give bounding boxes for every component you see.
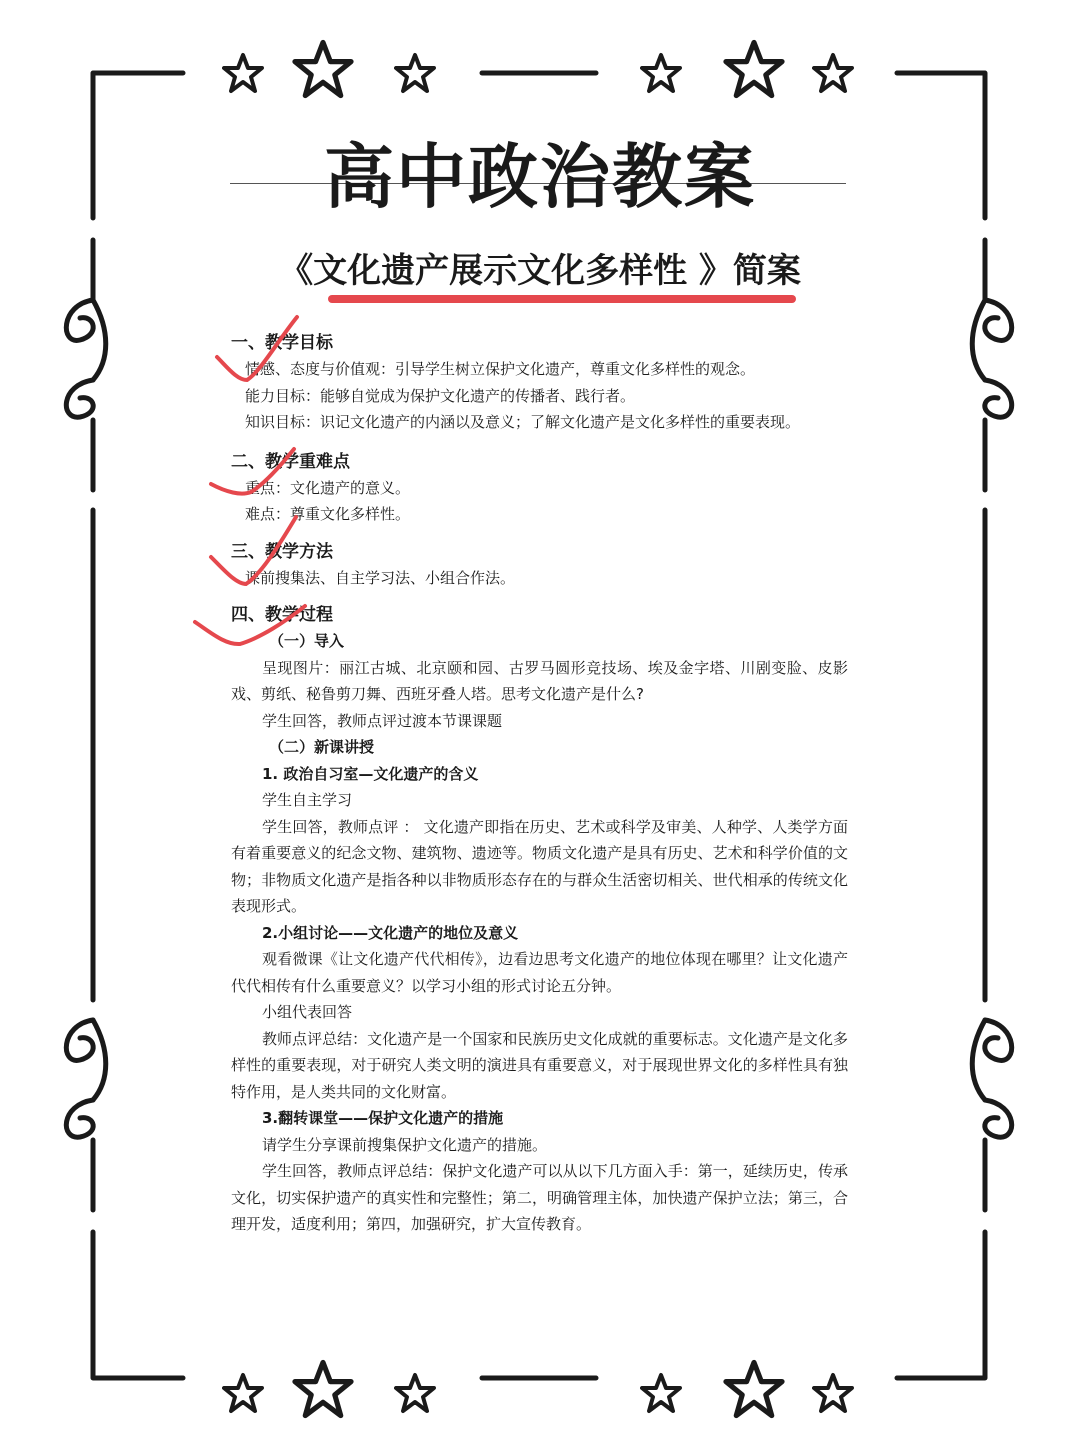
check-mark-icon xyxy=(206,512,301,590)
star-icon xyxy=(222,52,264,94)
section-heading: 四、教学过程 xyxy=(231,605,333,625)
page-title: 高中政治教案 xyxy=(324,136,756,218)
section-methods xyxy=(231,539,848,592)
star-icon xyxy=(394,1372,436,1414)
star-icon xyxy=(812,52,854,94)
paragraph: 观看微课《让文化遗产代代相传》，边看边思考文化遗产的地位体现在哪里？让文化遗产代代相传有什么重要意义？以学习小组的形式讨论五分钟。 xyxy=(231,950,848,995)
section-heading: 三、教学方法 xyxy=(231,541,333,562)
paragraph: 教师点评总结：文化遗产是一个国家和民族历史文化成就的重要标志。文化遗产是文化多样性的重要表现，对于研究人类文明的演进具有重要意义，对于展现世界文化的多样性具有独特作用，是人类共同的文化财富。 xyxy=(231,1029,848,1101)
paragraph: 呈现图片：丽江古城、北京颐和园、古罗马圆形竞技场、埃及金字塔、川剧变脸、皮影戏、剪纸、秘鲁剪刀舞、西班牙叠人塔。思考文化遗产是什么? xyxy=(231,658,848,703)
subtitle-underline xyxy=(328,295,796,303)
star-icon xyxy=(812,1372,854,1414)
check-mark-icon xyxy=(212,312,302,387)
section-heading: 二、教学重难点 xyxy=(231,451,350,472)
check-mark-icon xyxy=(206,444,301,499)
paragraph: 学生回答，教师点评过渡本节课课题 xyxy=(262,711,503,730)
key-point-item: 难点：尊重文化多样性。 xyxy=(245,505,411,523)
section-goals xyxy=(231,330,848,436)
section-heading: 一、教学目标 xyxy=(231,333,333,353)
goal-item: 知识目标：识记文化遗产的内涵以及意义；了解文化遗产是文化多样性的重要表现。 xyxy=(245,413,801,431)
lesson-content xyxy=(231,330,848,1238)
subsection-heading: （一）导入 xyxy=(269,632,345,650)
part-heading: 1. 政治自习室—文化遗产的含义 xyxy=(262,764,479,783)
star-icon xyxy=(640,1372,682,1414)
section-key-points xyxy=(231,449,848,528)
star-icon xyxy=(292,1358,354,1420)
star-icon xyxy=(292,38,354,100)
star-icon xyxy=(222,1372,264,1414)
lesson-subtitle: 《文化遗产展示文化多样性 》简案 xyxy=(279,251,801,291)
method-item: 课前搜集法、自主学习法、小组合作法。 xyxy=(245,568,516,587)
paragraph: 学生回答，教师点评 ： 文化遗产即指在历史、艺术或科学及审美、人种学、人类学方面有着重要意义的纪念文物、建筑物、遗迹等。物质文化遗产是具有历史、艺术和科学价值的文物；非物质文化遗产是指各种以非物质形态存在的与群众生活密切相关、世代相承的传统文化表现形式。 xyxy=(231,817,848,915)
key-point-item: 重点：文化遗产的意义。 xyxy=(245,478,411,497)
subsection-heading: （二）新课讲授 xyxy=(269,738,375,756)
goal-item: 情感、态度与价值观：引导学生树立保护文化遗产，尊重文化多样性的观念。 xyxy=(245,360,756,378)
paragraph: 小组代表回答 xyxy=(262,1003,353,1021)
goal-item: 能力目标：能够自觉成为保护文化遗产的传播者、践行者。 xyxy=(245,386,636,405)
star-icon xyxy=(723,38,785,100)
check-mark-icon xyxy=(190,600,310,650)
star-icon xyxy=(640,52,682,94)
paragraph: 学生回答，教师点评总结：保护文化遗产可以从以下几方面入手：第一，延续历史，传承文化，切实保护遗产的真实性和完整性；第二，明确管理主体，加快遗产保护立法；第三，合理开发，适度利用；第四，加强研究，扩大宣传教育。 xyxy=(231,1162,848,1233)
star-icon xyxy=(723,1358,785,1420)
paragraph: 请学生分享课前搜集保护文化遗产的措施。 xyxy=(262,1135,548,1154)
star-icon xyxy=(394,52,436,94)
part-heading: 3.翻转课堂——保护文化遗产的措施 xyxy=(262,1109,504,1127)
part-heading: 2.小组讨论——文化遗产的地位及意义 xyxy=(262,923,519,942)
paragraph: 学生自主学习 xyxy=(262,791,353,809)
section-process xyxy=(231,602,848,1238)
